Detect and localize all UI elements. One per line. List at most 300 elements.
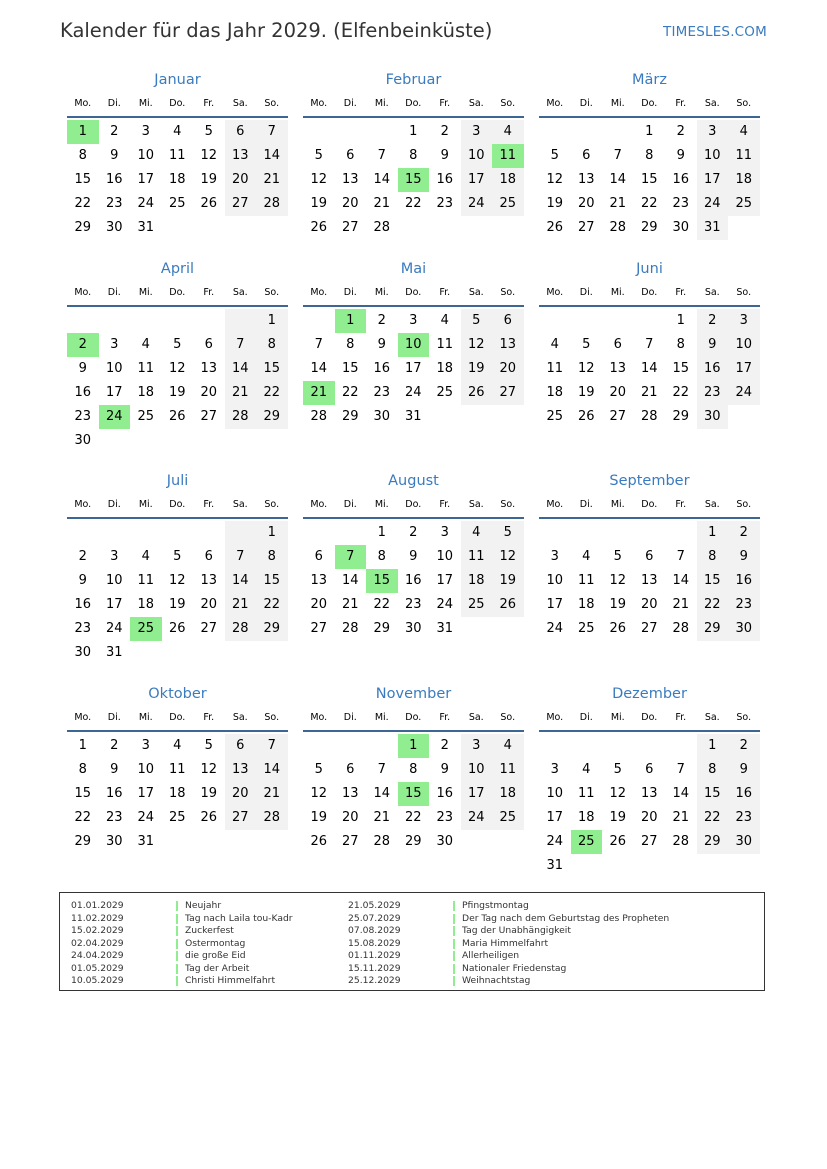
day-cell: 11 <box>168 148 186 163</box>
holiday-date: 21.05.2029 <box>348 900 401 911</box>
day-cell: 21 <box>640 385 658 400</box>
holiday-marker <box>176 914 178 924</box>
day-cell: 3 <box>728 309 760 333</box>
holiday-name: die große Eid <box>185 950 246 961</box>
weekday-label: Do. <box>405 499 422 510</box>
day-cell: 14 <box>609 172 627 187</box>
day-cell: 6 <box>314 549 323 564</box>
day-cell: 2 <box>110 124 119 139</box>
holiday-date: 01.01.2029 <box>71 900 124 911</box>
day-cell: 10 <box>105 573 123 588</box>
weekday-label: Di. <box>107 712 121 723</box>
day-cell: 14 <box>640 361 658 376</box>
day-cell: 18 <box>137 385 155 400</box>
day-cell: 3 <box>461 120 493 144</box>
weekday-label: Di. <box>107 287 121 298</box>
day-cell: 26 <box>609 834 627 849</box>
weekday-label: Mi. <box>610 287 625 298</box>
weekday-label: Mo. <box>546 712 564 723</box>
day-cell: 26 <box>310 220 328 235</box>
day-cell: 11 <box>436 337 454 352</box>
day-cell: 29 <box>697 830 729 854</box>
holiday-date: 15.08.2029 <box>348 937 401 949</box>
holiday-date: 10.05.2029 <box>71 975 124 986</box>
site-link[interactable]: TIMESLES.COM <box>663 24 767 40</box>
day-cell: 12 <box>609 573 627 588</box>
day-cell: 17 <box>728 357 760 381</box>
day-cell: 18 <box>492 168 524 192</box>
day-cell: 16 <box>697 357 729 381</box>
day-cell: 24 <box>404 385 422 400</box>
day-cell: 19 <box>310 196 328 211</box>
month-name: September <box>609 473 690 489</box>
day-cell: 5 <box>314 148 323 163</box>
weekday-label: Do. <box>169 499 186 510</box>
day-cell: 8 <box>676 337 685 352</box>
weekday-label: Mi. <box>610 712 625 723</box>
weekday-label: Sa. <box>232 499 248 510</box>
day-cell: 12 <box>310 172 328 187</box>
day-cell: 30 <box>74 433 92 448</box>
holiday-name: Tag nach Laila tou-Kadr <box>185 912 293 924</box>
weekday-label: Sa. <box>232 98 248 109</box>
day-cell: 4 <box>492 120 524 144</box>
day-cell: 15 <box>74 172 92 187</box>
day-cell: 8 <box>78 148 87 163</box>
day-cell: 5 <box>173 337 182 352</box>
weekday-label: Sa. <box>468 98 484 109</box>
day-cell: 11 <box>137 361 155 376</box>
day-cell: 15 <box>74 786 92 801</box>
holiday-marker <box>453 951 455 961</box>
holiday-name: Der Tag nach dem Geburtstag des Propheten <box>462 912 670 924</box>
day-cell: 28 <box>341 621 359 636</box>
day-cell: 15 <box>256 357 288 381</box>
month-name: Oktober <box>148 686 207 702</box>
header-divider <box>539 116 760 118</box>
day-cell: 19 <box>310 810 328 825</box>
day-cell: 2 <box>377 313 386 328</box>
day-cell: 12 <box>310 786 328 801</box>
day-cell: 22 <box>341 385 359 400</box>
day-cell: 30 <box>105 834 123 849</box>
holiday-name: Christi Himmelfahrt <box>185 975 276 986</box>
weekday-header <box>67 712 288 728</box>
day-cell: 28 <box>256 192 288 216</box>
day-cell: 10 <box>461 758 493 782</box>
day-cell: 16 <box>74 597 92 612</box>
weekday-label: Mi. <box>138 98 153 109</box>
weekday-label: So. <box>264 98 280 109</box>
holiday-date: 24.04.2029 <box>71 950 124 961</box>
day-cell: 18 <box>492 782 524 806</box>
weekday-label: Di. <box>579 287 593 298</box>
weekday-label: Mi. <box>610 499 625 510</box>
day-cell: 3 <box>461 734 493 758</box>
holiday-marker <box>176 964 178 974</box>
day-cell: 18 <box>168 786 186 801</box>
day-cell: 23 <box>74 409 92 424</box>
holiday-day-cell: 21 <box>303 381 335 405</box>
day-cell: 16 <box>404 573 422 588</box>
header-divider <box>539 730 760 732</box>
day-cell: 26 <box>200 810 218 825</box>
day-cell: 19 <box>461 357 493 381</box>
month-name: Mai <box>400 261 427 277</box>
weekday-label: Sa. <box>468 499 484 510</box>
weekday-label: So. <box>736 499 752 510</box>
day-cell: 14 <box>672 786 690 801</box>
day-cell: 31 <box>546 858 564 873</box>
day-cell: 16 <box>728 569 760 593</box>
day-cell: 26 <box>310 834 328 849</box>
weekday-label: Mi. <box>374 712 389 723</box>
holiday-date: 01.11.2029 <box>348 950 401 961</box>
day-cell: 29 <box>697 617 729 641</box>
weekday-label: Mo. <box>546 287 564 298</box>
holiday-marker <box>453 901 455 911</box>
weekday-label: Mi. <box>374 287 389 298</box>
day-cell: 2 <box>676 124 685 139</box>
day-cell: 29 <box>74 220 92 235</box>
day-cell: 7 <box>314 337 323 352</box>
day-cell: 10 <box>436 549 454 564</box>
day-cell: 24 <box>546 621 564 636</box>
day-cell: 17 <box>546 810 564 825</box>
day-cell: 9 <box>110 148 119 163</box>
day-cell: 9 <box>676 148 685 163</box>
holiday-day-cell: 25 <box>130 617 162 641</box>
weekday-label: So. <box>500 712 516 723</box>
weekday-label: Do. <box>641 712 658 723</box>
day-cell: 13 <box>341 172 359 187</box>
day-cell: 24 <box>436 597 454 612</box>
day-cell: 23 <box>373 385 391 400</box>
day-cell: 13 <box>609 361 627 376</box>
weekday-label: Do. <box>641 287 658 298</box>
weekday-label: So. <box>264 712 280 723</box>
day-cell: 23 <box>672 196 690 211</box>
weekday-label: Fr. <box>203 98 215 109</box>
holiday-day-cell: 2 <box>67 333 99 357</box>
day-cell: 12 <box>609 786 627 801</box>
day-cell: 30 <box>74 645 92 660</box>
header-divider <box>303 305 524 307</box>
weekday-label: Di. <box>107 98 121 109</box>
day-cell: 22 <box>404 196 422 211</box>
day-cell: 12 <box>200 148 218 163</box>
weekday-label: Do. <box>169 98 186 109</box>
day-cell: 1 <box>377 525 386 540</box>
day-cell: 15 <box>640 172 658 187</box>
month-name: November <box>375 686 452 702</box>
day-cell: 9 <box>728 545 760 569</box>
weekday-label: Fr. <box>203 499 215 510</box>
day-cell: 7 <box>676 549 685 564</box>
day-cell: 4 <box>440 313 449 328</box>
weekday-label: Sa. <box>704 98 720 109</box>
day-cell: 12 <box>168 361 186 376</box>
day-cell: 14 <box>373 172 391 187</box>
day-cell: 22 <box>256 593 288 617</box>
day-cell: 5 <box>613 762 622 777</box>
holiday-date: 01.05.2029 <box>71 962 124 974</box>
day-cell: 3 <box>550 549 559 564</box>
header-divider <box>539 517 760 519</box>
day-cell: 21 <box>341 597 359 612</box>
day-cell: 1 <box>697 521 729 545</box>
weekday-header <box>303 287 524 303</box>
weekday-label: Fr. <box>675 98 687 109</box>
day-cell: 27 <box>640 834 658 849</box>
day-cell: 3 <box>409 313 418 328</box>
day-cell: 17 <box>461 168 493 192</box>
day-cell: 17 <box>105 597 123 612</box>
day-cell: 2 <box>78 549 87 564</box>
weekday-label: Fr. <box>675 499 687 510</box>
holiday-name: Nationaler Friedenstag <box>462 962 567 974</box>
day-cell: 9 <box>440 762 449 777</box>
day-cell: 7 <box>613 148 622 163</box>
holiday-day-cell: 10 <box>398 333 430 357</box>
day-cell: 30 <box>105 220 123 235</box>
weekday-label: Di. <box>343 712 357 723</box>
day-cell: 21 <box>256 168 288 192</box>
day-cell: 28 <box>672 834 690 849</box>
day-cell: 8 <box>78 762 87 777</box>
day-cell: 27 <box>577 220 595 235</box>
day-cell: 15 <box>672 361 690 376</box>
day-cell: 28 <box>225 617 257 641</box>
weekday-label: Mi. <box>138 712 153 723</box>
holiday-name: Tag der Arbeit <box>185 962 250 974</box>
weekday-label: Do. <box>405 287 422 298</box>
weekday-label: Sa. <box>704 499 720 510</box>
day-cell: 14 <box>256 758 288 782</box>
weekday-label: Sa. <box>468 287 484 298</box>
weekday-label: Di. <box>343 499 357 510</box>
weekend-blank-cell <box>225 309 257 333</box>
day-cell: 24 <box>461 192 493 216</box>
day-cell: 5 <box>582 337 591 352</box>
day-cell: 6 <box>346 762 355 777</box>
day-cell: 15 <box>341 361 359 376</box>
day-cell: 20 <box>225 168 257 192</box>
day-cell: 13 <box>200 361 218 376</box>
day-cell: 12 <box>492 545 524 569</box>
day-cell: 31 <box>105 645 123 660</box>
day-cell: 10 <box>546 786 564 801</box>
day-cell: 16 <box>373 361 391 376</box>
day-cell: 28 <box>225 405 257 429</box>
day-cell: 5 <box>461 309 493 333</box>
weekday-label: Mo. <box>310 712 328 723</box>
weekday-label: Di. <box>343 98 357 109</box>
day-cell: 13 <box>577 172 595 187</box>
day-cell: 3 <box>110 337 119 352</box>
day-cell: 1 <box>409 124 418 139</box>
day-cell: 3 <box>141 124 150 139</box>
day-cell: 10 <box>728 333 760 357</box>
day-cell: 19 <box>168 385 186 400</box>
day-cell: 17 <box>461 782 493 806</box>
day-cell: 26 <box>577 409 595 424</box>
weekday-label: Do. <box>405 712 422 723</box>
day-cell: 22 <box>404 810 422 825</box>
day-cell: 14 <box>672 573 690 588</box>
weekday-label: Mo. <box>310 98 328 109</box>
day-cell: 28 <box>256 806 288 830</box>
day-cell: 23 <box>728 806 760 830</box>
day-cell: 25 <box>436 385 454 400</box>
day-cell: 21 <box>256 782 288 806</box>
day-cell: 22 <box>697 593 729 617</box>
day-cell: 31 <box>404 409 422 424</box>
month-name: April <box>160 261 195 277</box>
day-cell: 15 <box>256 569 288 593</box>
month-name: Januar <box>154 72 201 88</box>
header-divider <box>539 305 760 307</box>
weekday-label: Mo. <box>74 712 92 723</box>
day-cell: 8 <box>256 333 288 357</box>
day-cell: 21 <box>609 196 627 211</box>
day-cell: 22 <box>373 597 391 612</box>
day-cell: 5 <box>173 549 182 564</box>
day-cell: 17 <box>697 168 729 192</box>
day-cell: 19 <box>577 385 595 400</box>
day-cell: 21 <box>225 593 257 617</box>
day-cell: 20 <box>609 385 627 400</box>
day-cell: 7 <box>645 337 654 352</box>
day-cell: 2 <box>440 738 449 753</box>
weekday-label: So. <box>500 98 516 109</box>
weekday-header <box>303 98 524 114</box>
day-cell: 5 <box>204 124 213 139</box>
header-divider <box>67 517 288 519</box>
weekday-label: Sa. <box>468 712 484 723</box>
day-cell: 26 <box>609 621 627 636</box>
day-cell: 11 <box>137 573 155 588</box>
header-divider <box>303 116 524 118</box>
weekday-label: Fr. <box>439 499 451 510</box>
day-cell: 30 <box>697 405 729 429</box>
day-cell: 5 <box>314 762 323 777</box>
day-cell: 11 <box>168 762 186 777</box>
day-cell: 27 <box>225 806 257 830</box>
day-cell: 18 <box>728 168 760 192</box>
day-cell: 27 <box>225 192 257 216</box>
day-cell: 31 <box>436 621 454 636</box>
day-cell: 6 <box>204 549 213 564</box>
day-cell: 31 <box>697 216 729 240</box>
day-cell: 29 <box>256 405 288 429</box>
day-cell: 19 <box>609 597 627 612</box>
day-cell: 9 <box>728 758 760 782</box>
holiday-name: Pfingstmontag <box>462 900 529 911</box>
day-cell: 17 <box>436 573 454 588</box>
day-cell: 13 <box>341 786 359 801</box>
day-cell: 21 <box>225 381 257 405</box>
day-cell: 8 <box>697 758 729 782</box>
holiday-marker <box>453 939 455 949</box>
weekday-label: Sa. <box>704 287 720 298</box>
header-divider <box>67 305 288 307</box>
day-cell: 28 <box>640 409 658 424</box>
day-cell: 8 <box>256 545 288 569</box>
weekday-header <box>539 287 760 303</box>
day-cell: 26 <box>461 381 493 405</box>
weekday-label: Fr. <box>675 287 687 298</box>
weekday-header <box>67 499 288 515</box>
day-cell: 4 <box>582 762 591 777</box>
holiday-marker <box>176 926 178 936</box>
day-cell: 5 <box>550 148 559 163</box>
day-cell: 21 <box>672 810 690 825</box>
day-cell: 23 <box>436 810 454 825</box>
day-cell: 4 <box>141 549 150 564</box>
day-cell: 4 <box>461 521 493 545</box>
day-cell: 1 <box>697 734 729 758</box>
month-name: Juni <box>636 261 663 277</box>
day-cell: 27 <box>492 381 524 405</box>
day-cell: 30 <box>404 621 422 636</box>
day-cell: 5 <box>492 521 524 545</box>
day-cell: 6 <box>645 762 654 777</box>
weekday-label: So. <box>500 499 516 510</box>
day-cell: 11 <box>577 786 595 801</box>
day-cell: 18 <box>137 597 155 612</box>
day-cell: 20 <box>341 810 359 825</box>
day-cell: 28 <box>609 220 627 235</box>
day-cell: 11 <box>728 144 760 168</box>
weekday-label: Di. <box>343 287 357 298</box>
day-cell: 18 <box>436 361 454 376</box>
day-cell: 29 <box>640 220 658 235</box>
holiday-name: Tag der Unabhängigkeit <box>462 925 571 936</box>
day-cell: 30 <box>672 220 690 235</box>
day-cell: 29 <box>256 617 288 641</box>
weekday-label: Di. <box>579 499 593 510</box>
day-cell: 29 <box>74 834 92 849</box>
day-cell: 7 <box>377 762 386 777</box>
day-cell: 20 <box>577 196 595 211</box>
day-cell: 17 <box>404 361 422 376</box>
day-cell: 1 <box>78 738 87 753</box>
day-cell: 10 <box>137 762 155 777</box>
day-cell: 12 <box>200 762 218 777</box>
day-cell: 5 <box>204 738 213 753</box>
day-cell: 13 <box>310 573 328 588</box>
month-name: August <box>388 473 439 489</box>
day-cell: 15 <box>697 569 729 593</box>
day-cell: 1 <box>645 124 654 139</box>
day-cell: 3 <box>141 738 150 753</box>
weekday-header <box>303 712 524 728</box>
weekday-label: Do. <box>641 499 658 510</box>
day-cell: 22 <box>697 806 729 830</box>
day-cell: 6 <box>613 337 622 352</box>
day-cell: 14 <box>341 573 359 588</box>
weekday-label: Do. <box>641 98 658 109</box>
day-cell: 18 <box>577 810 595 825</box>
day-cell: 20 <box>640 597 658 612</box>
holiday-marker <box>453 976 455 986</box>
weekday-label: Fr. <box>203 287 215 298</box>
month-name: Juli <box>166 473 189 489</box>
day-cell: 27 <box>341 834 359 849</box>
day-cell: 24 <box>697 192 729 216</box>
day-cell: 13 <box>225 758 257 782</box>
